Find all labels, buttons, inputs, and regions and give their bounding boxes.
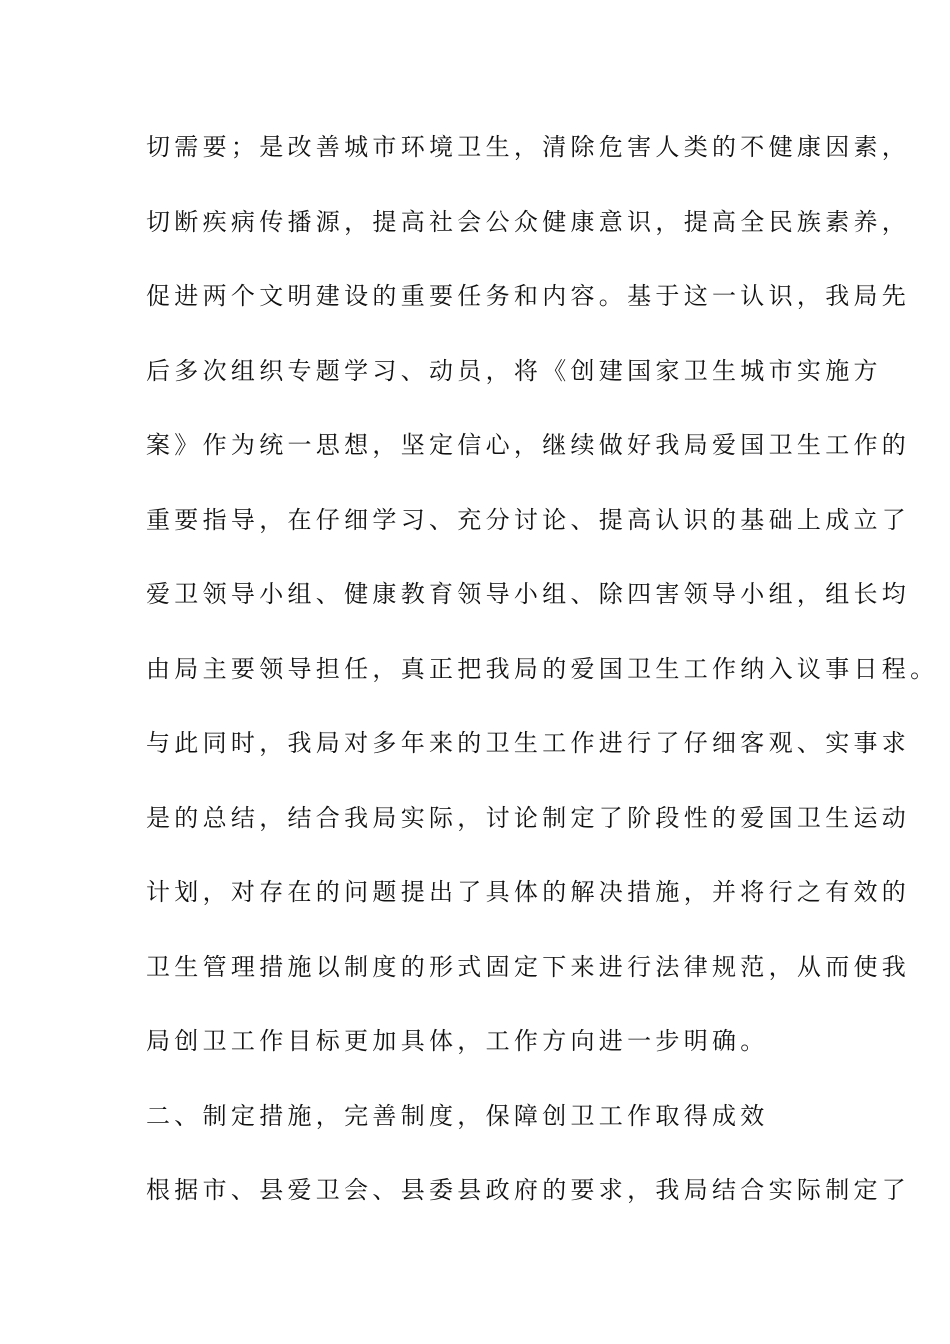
text-line-12: 卫生管理措施以制度的形式固定下来进行法律规范，从而使我: [146, 952, 911, 981]
text-line-13: 局创卫工作目标更加具体，工作方向进一步明确。: [146, 1027, 769, 1055]
body-text: [146, 131, 939, 1249]
text-line-7: 爱卫领导小组、健康教育领导小组、除四害领导小组，组长均: [146, 580, 911, 608]
text-line-2: 切断疾病传播源，提高社会公众健康意识，提高全民族素养，: [146, 207, 911, 236]
text-line-1: 切需要；是改善城市环境卫生，清除危害人类的不健康因素，: [146, 133, 911, 161]
text-line-8: 由局主要领导担任，真正把我局的爱国卫生工作纳入议事日程。: [146, 654, 939, 683]
text-line-3: 促进两个文明建设的重要任务和内容。基于这一认识，我局先: [146, 282, 911, 310]
section-heading: 二、制定措施，完善制度，保障创卫工作取得成效: [146, 1101, 769, 1130]
text-line-4: 后多次组织专题学习、动员，将《创建国家卫生城市实施方: [146, 356, 882, 385]
text-line-10: 是的总结，结合我局实际，讨论制定了阶段性的爱国卫生运动: [146, 803, 911, 832]
text-line-9: 与此同时，我局对多年来的卫生工作进行了仔细客观、实事求: [146, 729, 911, 757]
text-line-15: 根据市、县爱卫会、县委县政府的要求，我局结合实际制定了: [146, 1176, 911, 1204]
text-line-11: 计划，对存在的问题提出了具体的解决措施，并将行之有效的: [146, 878, 911, 906]
text-line-5: 案》作为统一思想，坚定信心，继续做好我局爱国卫生工作的: [146, 431, 911, 459]
text-line-6: 重要指导，在仔细学习、充分讨论、提高认识的基础上成立了: [146, 505, 911, 534]
